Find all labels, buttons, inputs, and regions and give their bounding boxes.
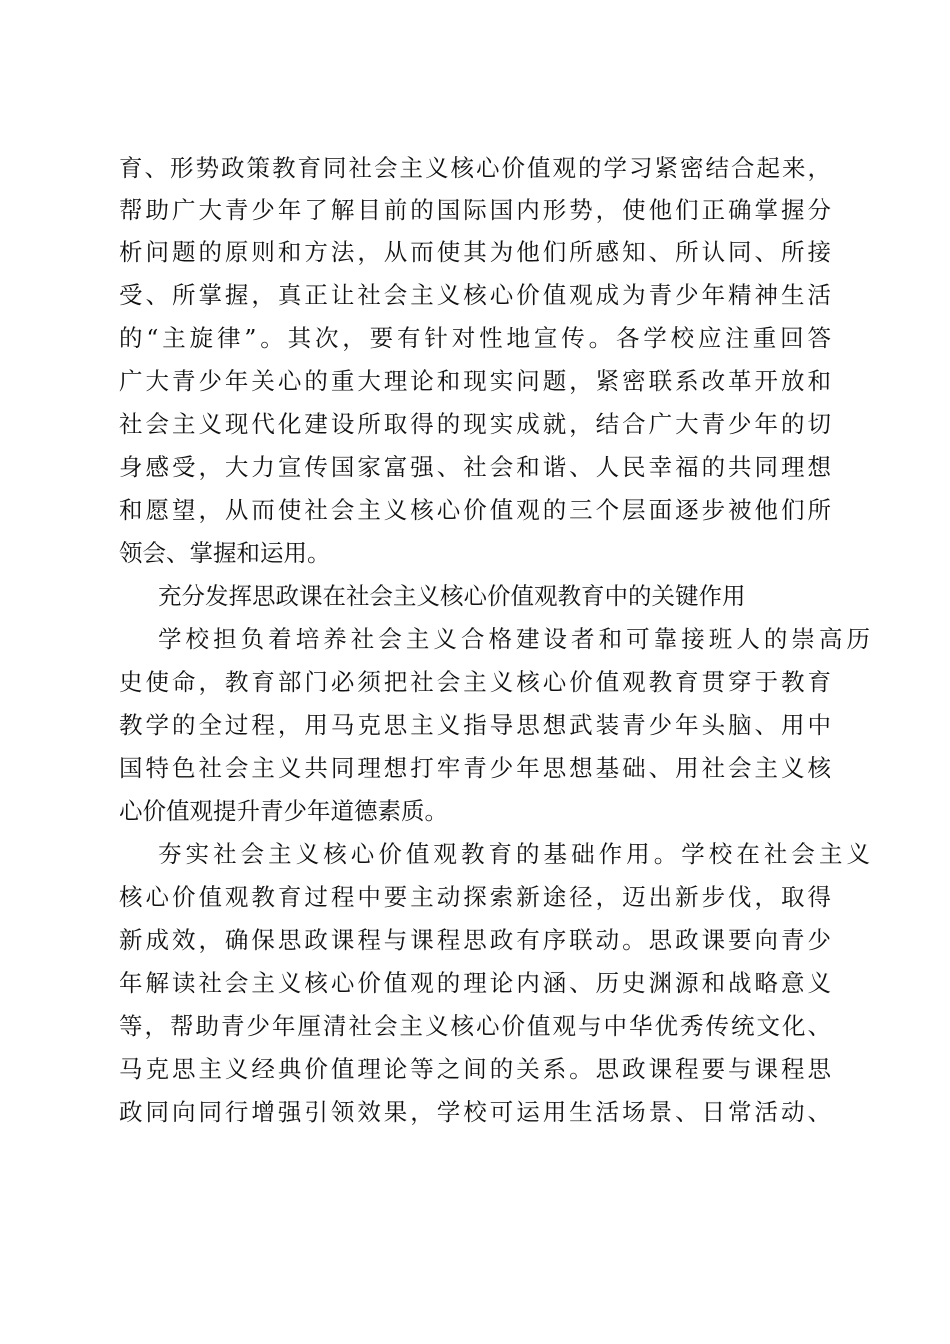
paragraph-line: 国特色社会主义共同理想打牢青少年思想基础、用社会主义核: [119, 754, 831, 782]
paragraph-line: 的“主旋律”。其次，要有针对性地宣传。各学校应注重回答: [119, 324, 831, 352]
paragraph-line: 核心价值观教育过程中要主动探索新途径，迈出新步伐，取得: [119, 883, 831, 911]
paragraph-line: 身感受，大力宣传国家富强、社会和谐、人民幸福的共同理想: [119, 453, 831, 481]
paragraph-line: 夯实社会主义核心价值观教育的基础作用。学校在社会主义: [158, 840, 870, 868]
paragraph-line: 社会主义现代化建设所取得的现实成就，结合广大青少年的切: [119, 410, 831, 438]
paragraph-line: 政同向同行增强引领效果，学校可运用生活场景、日常活动、: [119, 1098, 831, 1126]
paragraph-line: 史使命，教育部门必须把社会主义核心价值观教育贯穿于教育: [119, 668, 831, 696]
paragraph-line: 学校担负着培养社会主义合格建设者和可靠接班人的崇高历: [158, 625, 870, 653]
paragraph-line: 年解读社会主义核心价值观的理论内涵、历史渊源和战略意义: [119, 969, 831, 997]
paragraph-line: 帮助广大青少年了解目前的国际国内形势，使他们正确掌握分: [119, 196, 831, 224]
paragraph-line: 心价值观提升青少年道德素质。: [119, 797, 448, 825]
paragraph-line: 领会、掌握和运用。: [119, 539, 331, 567]
paragraph-line: 析问题的原则和方法，从而使其为他们所感知、所认同、所接: [119, 238, 831, 266]
paragraph-line: 马克思主义经典价值理论等之间的关系。思政课程要与课程思: [119, 1055, 831, 1083]
paragraph-line: 受、所掌握，真正让社会主义核心价值观成为青少年精神生活: [119, 281, 831, 309]
paragraph-line: 新成效，确保思政课程与课程思政有序联动。思政课要向青少: [119, 926, 831, 954]
paragraph-line: 广大青少年关心的重大理论和现实问题，紧密联系改革开放和: [119, 367, 831, 395]
paragraph-line: 育、形势政策教育同社会主义核心价值观的学习紧密结合起来，: [119, 154, 831, 182]
paragraph-line: 等，帮助青少年厘清社会主义核心价值观与中华优秀传统文化、: [119, 1012, 831, 1040]
section-heading: 充分发挥思政课在社会主义核心价值观教育中的关键作用: [158, 582, 746, 610]
paragraph-line: 教学的全过程，用马克思主义指导思想武装青少年头脑、用中: [119, 711, 831, 739]
paragraph-line: 和愿望，从而使社会主义核心价值观的三个层面逐步被他们所: [119, 496, 831, 524]
